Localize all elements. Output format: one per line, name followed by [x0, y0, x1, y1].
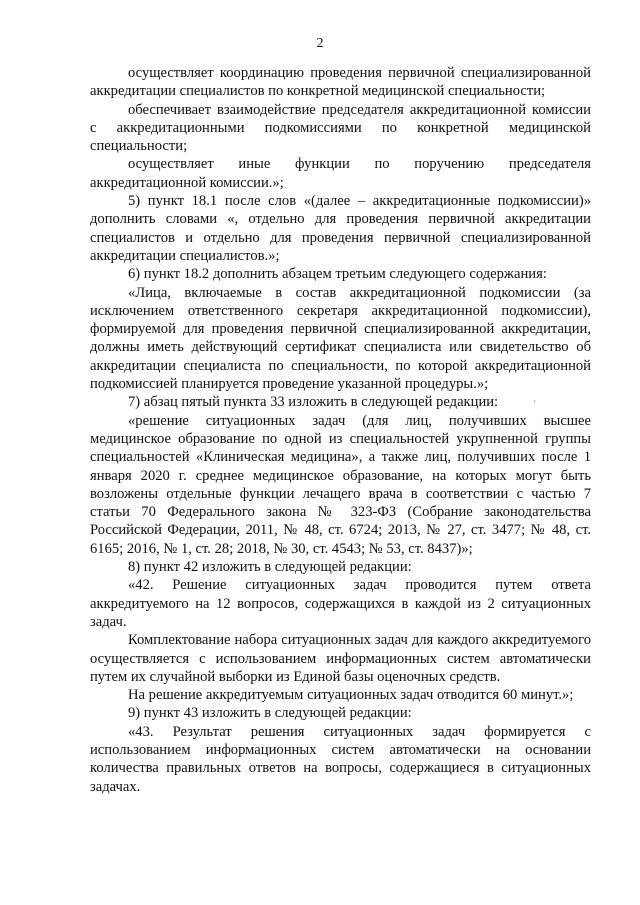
paragraph-13: 9) пункт 43 изложить в следующей редакции:: [128, 705, 412, 722]
paragraph-10: «42. Решение ситуационных задач проводится путем ответа аккредитуемого на 12 вопросов, содержащихся в каждой из 2 ситуационных задач.: [90, 577, 591, 630]
paragraph-14: «43. Результат решения ситуационных задач формируется с использованием информационных систем автоматически на основании количества правильных ответов на вопросы, содержащиеся в ситуационных задачах.: [90, 723, 591, 795]
scan-mark: ': [534, 399, 536, 409]
paragraph-2: обеспечивает взаимодействие председателя аккредитационной комиссии с аккредитационными подкомиссиями по конкретной медицинской специальности;: [90, 101, 591, 155]
paragraph-9: 8) пункт 42 изложить в следующей редакции:: [128, 559, 412, 576]
document-body: [90, 64, 591, 796]
paragraph-7: 7) абзац пятый пункта 33 изложить в следующей редакции:: [128, 394, 499, 411]
paragraph-1: осуществляет координацию проведения первичной специализированной аккредитации специалистов по конкретной медицинской специальности;: [90, 65, 591, 100]
paragraph-8: «решение ситуационных задач (для лиц, получивших высшее медицинское образование по одной из специальностей укрупненной группы специальностей «Клиническая медицина», а также лиц, получивших после 1 января 2020 г. среднее медицинское образование, на которых могут быть возложены отдельные функции лечащего врача в соответствии с частью 7 статьи 70 Федерального закона № 323-ФЗ (Собрание законодательства Российской Федерации, 2011, № 48, ст. 6724; 2013, № 27, ст. 3477; № 48, ст. 6165; 2016, № 1, ст. 28; 2018, № 30, ст. 4543; № 53, ст. 8437)»;: [90, 412, 591, 557]
paragraph-3: осуществляет иные функции по поручению председателя аккредитационной комиссии.»;: [90, 156, 591, 191]
paragraph-6: «Лица, включаемые в состав аккредитационной подкомиссии (за исключением ответственного секретаря аккредитационной подкомиссии), формируемой для проведения первичной специализированной аккредитации, должны иметь действующий сертификат специалиста или свидетельство об аккредитации специалиста по специальности, по которой аккредитационной подкомиссией планируется проведение указанной процедуры.»;: [90, 284, 591, 393]
paragraph-12: На решение аккредитуемым ситуационных задач отводится 60 минут.»;: [128, 687, 574, 704]
page-number: 2: [316, 36, 324, 51]
paragraph-11: Комплектование набора ситуационных задач для каждого аккредитуемого осуществляется с использованием информационных систем автоматически путем их случайной выборки из Единой базы оценочных средств.: [90, 632, 591, 685]
paragraph-4: 5) пункт 18.1 после слов «(далее – аккредитационные подкомиссии)» дополнить словами «, отдельно для проведения первичной аккредитации специалистов и отдельно для проведения первичной специализированной аккредитации специалистов.»;: [90, 193, 591, 264]
paragraph-5: 6) пункт 18.2 дополнить абзацем третьим следующего содержания:: [128, 266, 547, 283]
